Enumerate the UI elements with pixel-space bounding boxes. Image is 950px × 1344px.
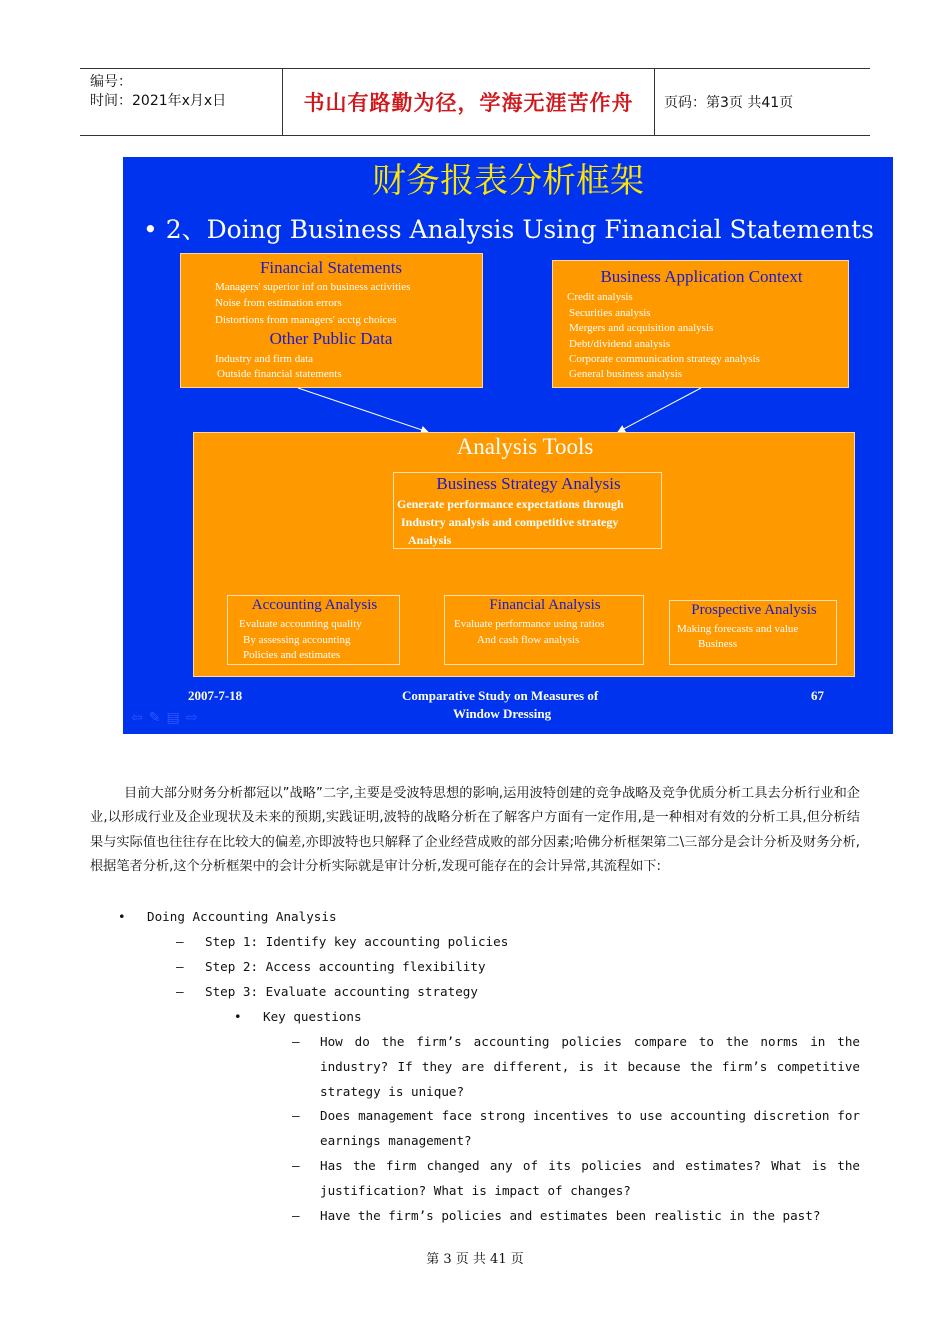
business-application-item: Securities analysis	[569, 307, 651, 319]
pen-icon: ✎	[148, 710, 161, 726]
question-dash: –	[292, 1034, 300, 1049]
arrow-left-icon: ⇦	[131, 710, 143, 726]
number-label: 编号：	[90, 74, 132, 90]
business-strategy-box	[393, 472, 662, 549]
prospective-analysis-heading: Prospective Analysis	[691, 602, 817, 618]
financial-analysis-line: Evaluate performance using ratios	[454, 618, 605, 630]
time-label: 时间：2021年x月x日	[90, 93, 227, 109]
body-paragraph-text: 目前大部分财务分析都冠以”战略”二字,主要是受波特思想的影响,运用波特创建的竞争战略及竞争优质分析工具去分析行业和企业,以形成行业及企业现状及未来的预期,实践证明,波特的战略分析在了解客户方面有一定作用,是一种相对有效的分析工具,但分析结果与实际值也往往存在比较大的偏差,亦即波特也只解释了企业经营成败的部分因素;哈佛分析框架第二\三部分是会计分析及财务分析,根据笔者分析,这个分析框架中的会计分析实际就是审计分析,发现可能存在的会计异常,其流程如下:	[90, 786, 860, 875]
accounting-analysis-heading: Accounting Analysis	[251, 597, 378, 613]
business-strategy-line: Industry analysis and competitive strategy	[401, 515, 619, 529]
question-line: Does management face strong incentives to use accounting discretion for	[320, 1108, 860, 1123]
other-public-data-item: Industry and firm data	[215, 353, 314, 365]
slide-image	[123, 157, 893, 734]
slide-nav-icons	[131, 710, 197, 726]
question-line: justification? What is impact of changes?	[320, 1183, 631, 1198]
outline-item: Doing Accounting Analysis	[147, 909, 337, 924]
step-dash: –	[176, 959, 184, 974]
header-page-info: 页码：第3页 共41页	[664, 95, 794, 111]
question-line: Has the firm changed any of its policies and estimates? What is the	[320, 1158, 860, 1173]
other-public-data-heading: Other Public Data	[269, 329, 393, 348]
step-item: Step 1: Identify key accounting policies	[205, 934, 509, 949]
page-header	[80, 68, 870, 136]
question-line: industry? If they are different, is it because the firm’s competitive	[320, 1059, 860, 1074]
question-dash: –	[292, 1158, 300, 1173]
business-application-item: Mergers and acquisition analysis	[569, 322, 714, 334]
arrow-right-icon: ⇨	[185, 710, 198, 726]
financial-analysis-box	[444, 595, 644, 665]
financial-statements-item: Managers' superior inf on business activities	[215, 281, 411, 293]
header-motto: 书山有路勤为径，学海无涯苦作舟	[282, 69, 655, 135]
business-application-item: Credit analysis	[567, 291, 633, 303]
key-questions-bullet: •	[234, 1009, 242, 1024]
other-public-data-item: Outside financial statements	[217, 368, 342, 380]
prospective-analysis-line: Making forecasts and value	[677, 623, 799, 635]
slide-footer-caption-2: Window Dressing	[453, 706, 552, 721]
financial-analysis-line: And cash flow analysis	[477, 634, 580, 646]
financial-statements-item: Distortions from managers' acctg choices	[215, 314, 397, 326]
question-line: strategy is unique?	[320, 1084, 465, 1099]
accounting-analysis-line: Evaluate accounting quality	[239, 618, 362, 630]
slide-title: 财务报表分析框架	[372, 161, 644, 201]
prospective-analysis-line: Business	[698, 638, 738, 650]
accounting-analysis-box	[227, 595, 400, 665]
step-dash: –	[176, 984, 184, 999]
business-application-item: Corporate communication strategy analysis	[569, 353, 760, 365]
financial-analysis-heading: Financial Analysis	[489, 597, 601, 613]
accounting-analysis-line: By assessing accounting	[243, 634, 351, 646]
prospective-analysis-box	[669, 600, 837, 665]
slide-bullet: • 2、Doing Business Analysis Using Financial Statements	[143, 215, 874, 244]
question-line: Have the firm’s policies and estimates been realistic in the past?	[320, 1208, 821, 1223]
step-dash: –	[176, 934, 184, 949]
analysis-tools-box	[193, 432, 855, 677]
question-dash: –	[292, 1108, 300, 1123]
business-strategy-line: Generate performance expectations through	[397, 497, 624, 511]
menu-icon: ▤	[166, 710, 180, 726]
step-item: Step 3: Evaluate accounting strategy	[205, 984, 478, 999]
body-paragraph	[90, 782, 860, 880]
page-footer: 第 3 页 共 41 页	[426, 1252, 524, 1267]
financial-statements-box	[180, 253, 483, 388]
business-application-box	[552, 260, 849, 388]
financial-statements-heading: Financial Statements	[259, 258, 403, 277]
question-line: How do the firm’s accounting policies compare to the norms in the	[320, 1034, 860, 1049]
slide-footer-caption-1: Comparative Study on Measures of	[402, 688, 599, 703]
business-strategy-line: Analysis	[408, 533, 452, 547]
accounting-analysis-line: Policies and estimates	[243, 649, 341, 661]
question-dash: –	[292, 1208, 300, 1223]
financial-statements-item: Noise from estimation errors	[215, 297, 342, 309]
business-application-item: General business analysis	[569, 368, 683, 380]
outline-bullet: •	[118, 909, 126, 924]
key-questions-label: Key questions	[263, 1009, 362, 1024]
slide-footer-number: 67	[811, 688, 824, 703]
analysis-tools-heading: Analysis Tools	[456, 434, 594, 459]
business-application-heading: Business Application Context	[600, 267, 803, 286]
header-meta	[80, 69, 282, 135]
step-item: Step 2: Access accounting flexibility	[205, 959, 486, 974]
question-line: earnings management?	[320, 1133, 472, 1148]
business-strategy-heading: Business Strategy Analysis	[436, 474, 621, 493]
slide-footer-date: 2007-7-18	[188, 688, 243, 703]
business-application-item: Debt/dividend analysis	[569, 338, 671, 350]
